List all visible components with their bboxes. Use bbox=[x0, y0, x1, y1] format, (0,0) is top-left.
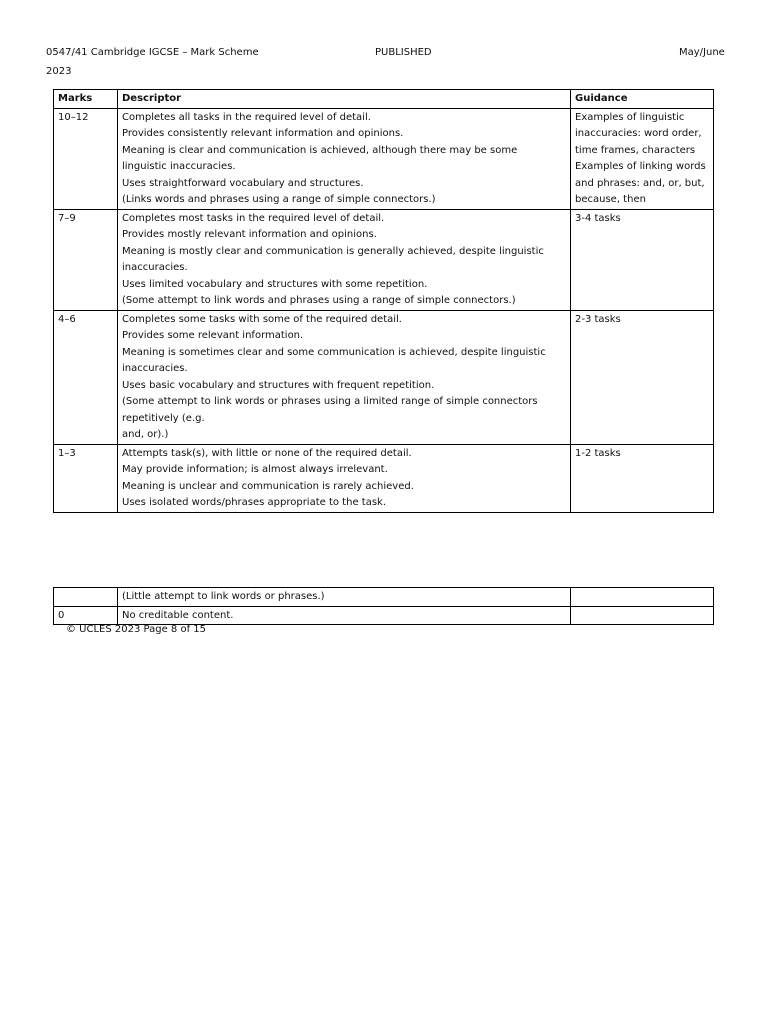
descriptor-cell bbox=[118, 444, 571, 512]
descriptor-line: linguistic inaccuracies. bbox=[122, 161, 236, 172]
descriptor-line: Meaning is sometimes clear and some communication is achieved, despite linguistic bbox=[122, 346, 546, 358]
exam-session: May/June bbox=[679, 47, 725, 58]
descriptor-line: Meaning is clear and communication is achieved, although there may be some bbox=[122, 144, 518, 156]
descriptor-cell bbox=[118, 606, 571, 625]
guidance-line: time frames, characters bbox=[575, 144, 696, 156]
descriptor-line: Completes all tasks in the required level of detail. bbox=[122, 111, 371, 123]
descriptor-line: repetitively (e.g. bbox=[122, 412, 205, 424]
guidance-cell bbox=[571, 108, 714, 209]
descriptor-line: (Some attempt to link words or phrases using a limited range of simple connectors bbox=[122, 396, 538, 407]
descriptor-line: Completes most tasks in the required level of detail. bbox=[122, 212, 385, 224]
guidance-cell bbox=[571, 588, 714, 607]
guidance-line: and phrases: and, or, but, bbox=[575, 177, 705, 189]
descriptor-line: Uses isolated words/phrases appropriate to the task. bbox=[122, 497, 387, 508]
descriptor-line: Meaning is unclear and communication is rarely achieved. bbox=[122, 480, 414, 492]
column-header-descriptor: Descriptor bbox=[118, 90, 571, 109]
descriptor-line: Provides mostly relevant information and opinions. bbox=[122, 229, 377, 240]
marks-cell: 10–12 bbox=[54, 108, 118, 209]
guidance-line: because, then bbox=[575, 194, 646, 205]
descriptor-line: inaccuracies. bbox=[122, 262, 188, 273]
publication-status: PUBLISHED bbox=[375, 47, 432, 58]
marks-cell: 0 bbox=[54, 606, 118, 625]
column-header-marks: Marks bbox=[54, 90, 118, 109]
guidance-line: 2-3 tasks bbox=[575, 313, 621, 325]
guidance-line: Examples of linguistic bbox=[575, 111, 685, 123]
descriptor-line: Completes some tasks with some of the required detail. bbox=[122, 313, 402, 325]
mark-scheme-table bbox=[53, 89, 714, 513]
descriptor-line: May provide information; is almost always irrelevant. bbox=[122, 464, 388, 475]
guidance-cell bbox=[571, 606, 714, 625]
table-row bbox=[54, 588, 714, 607]
descriptor-cell bbox=[118, 310, 571, 444]
table-row bbox=[54, 108, 714, 209]
descriptor-line: Uses basic vocabulary and structures with frequent repetition. bbox=[122, 379, 435, 391]
document-code: 0547/41 Cambridge IGCSE – Mark Scheme bbox=[46, 47, 259, 58]
descriptor-line: Uses limited vocabulary and structures with some repetition. bbox=[122, 278, 428, 290]
descriptor-cell bbox=[118, 108, 571, 209]
guidance-cell bbox=[571, 444, 714, 512]
marks-cell bbox=[54, 588, 118, 607]
guidance-cell bbox=[571, 209, 714, 310]
column-header-guidance: Guidance bbox=[571, 90, 714, 109]
marks-cell: 4–6 bbox=[54, 310, 118, 444]
descriptor-line: (Links words and phrases using a range of simple connectors.) bbox=[122, 194, 436, 205]
descriptor-cell bbox=[118, 588, 571, 607]
guidance-line: Examples of linking words bbox=[575, 161, 706, 172]
descriptor-line: inaccuracies. bbox=[122, 363, 188, 374]
descriptor-line: No creditable content. bbox=[122, 609, 234, 621]
exam-year: 2023 bbox=[46, 66, 72, 77]
table-row bbox=[54, 310, 714, 444]
descriptor-line: Uses straightforward vocabulary and structures. bbox=[122, 177, 364, 189]
table-header-row bbox=[54, 90, 714, 109]
descriptor-line: and, or).) bbox=[122, 429, 169, 440]
table-row bbox=[54, 209, 714, 310]
descriptor-line: Attempts task(s), with little or none of the required detail. bbox=[122, 447, 412, 459]
descriptor-line: (Some attempt to link words and phrases using a range of simple connectors.) bbox=[122, 295, 516, 306]
marks-cell: 1–3 bbox=[54, 444, 118, 512]
guidance-line: inaccuracies: word order, bbox=[575, 128, 702, 139]
marks-cell: 7–9 bbox=[54, 209, 118, 310]
descriptor-cell bbox=[118, 209, 571, 310]
page-footer: © UCLES 2023 Page 8 of 15 bbox=[66, 624, 206, 635]
descriptor-line: (Little attempt to link words or phrases.) bbox=[122, 591, 325, 602]
mark-scheme-table-continuation bbox=[53, 587, 714, 625]
guidance-line: 1-2 tasks bbox=[575, 447, 621, 459]
table-row bbox=[54, 444, 714, 512]
guidance-cell bbox=[571, 310, 714, 444]
descriptor-line: Provides consistently relevant information and opinions. bbox=[122, 128, 404, 139]
descriptor-line: Meaning is mostly clear and communication is generally achieved, despite linguistic bbox=[122, 245, 544, 257]
descriptor-line: Provides some relevant information. bbox=[122, 330, 304, 341]
table-row bbox=[54, 606, 714, 625]
guidance-line: 3-4 tasks bbox=[575, 212, 621, 224]
